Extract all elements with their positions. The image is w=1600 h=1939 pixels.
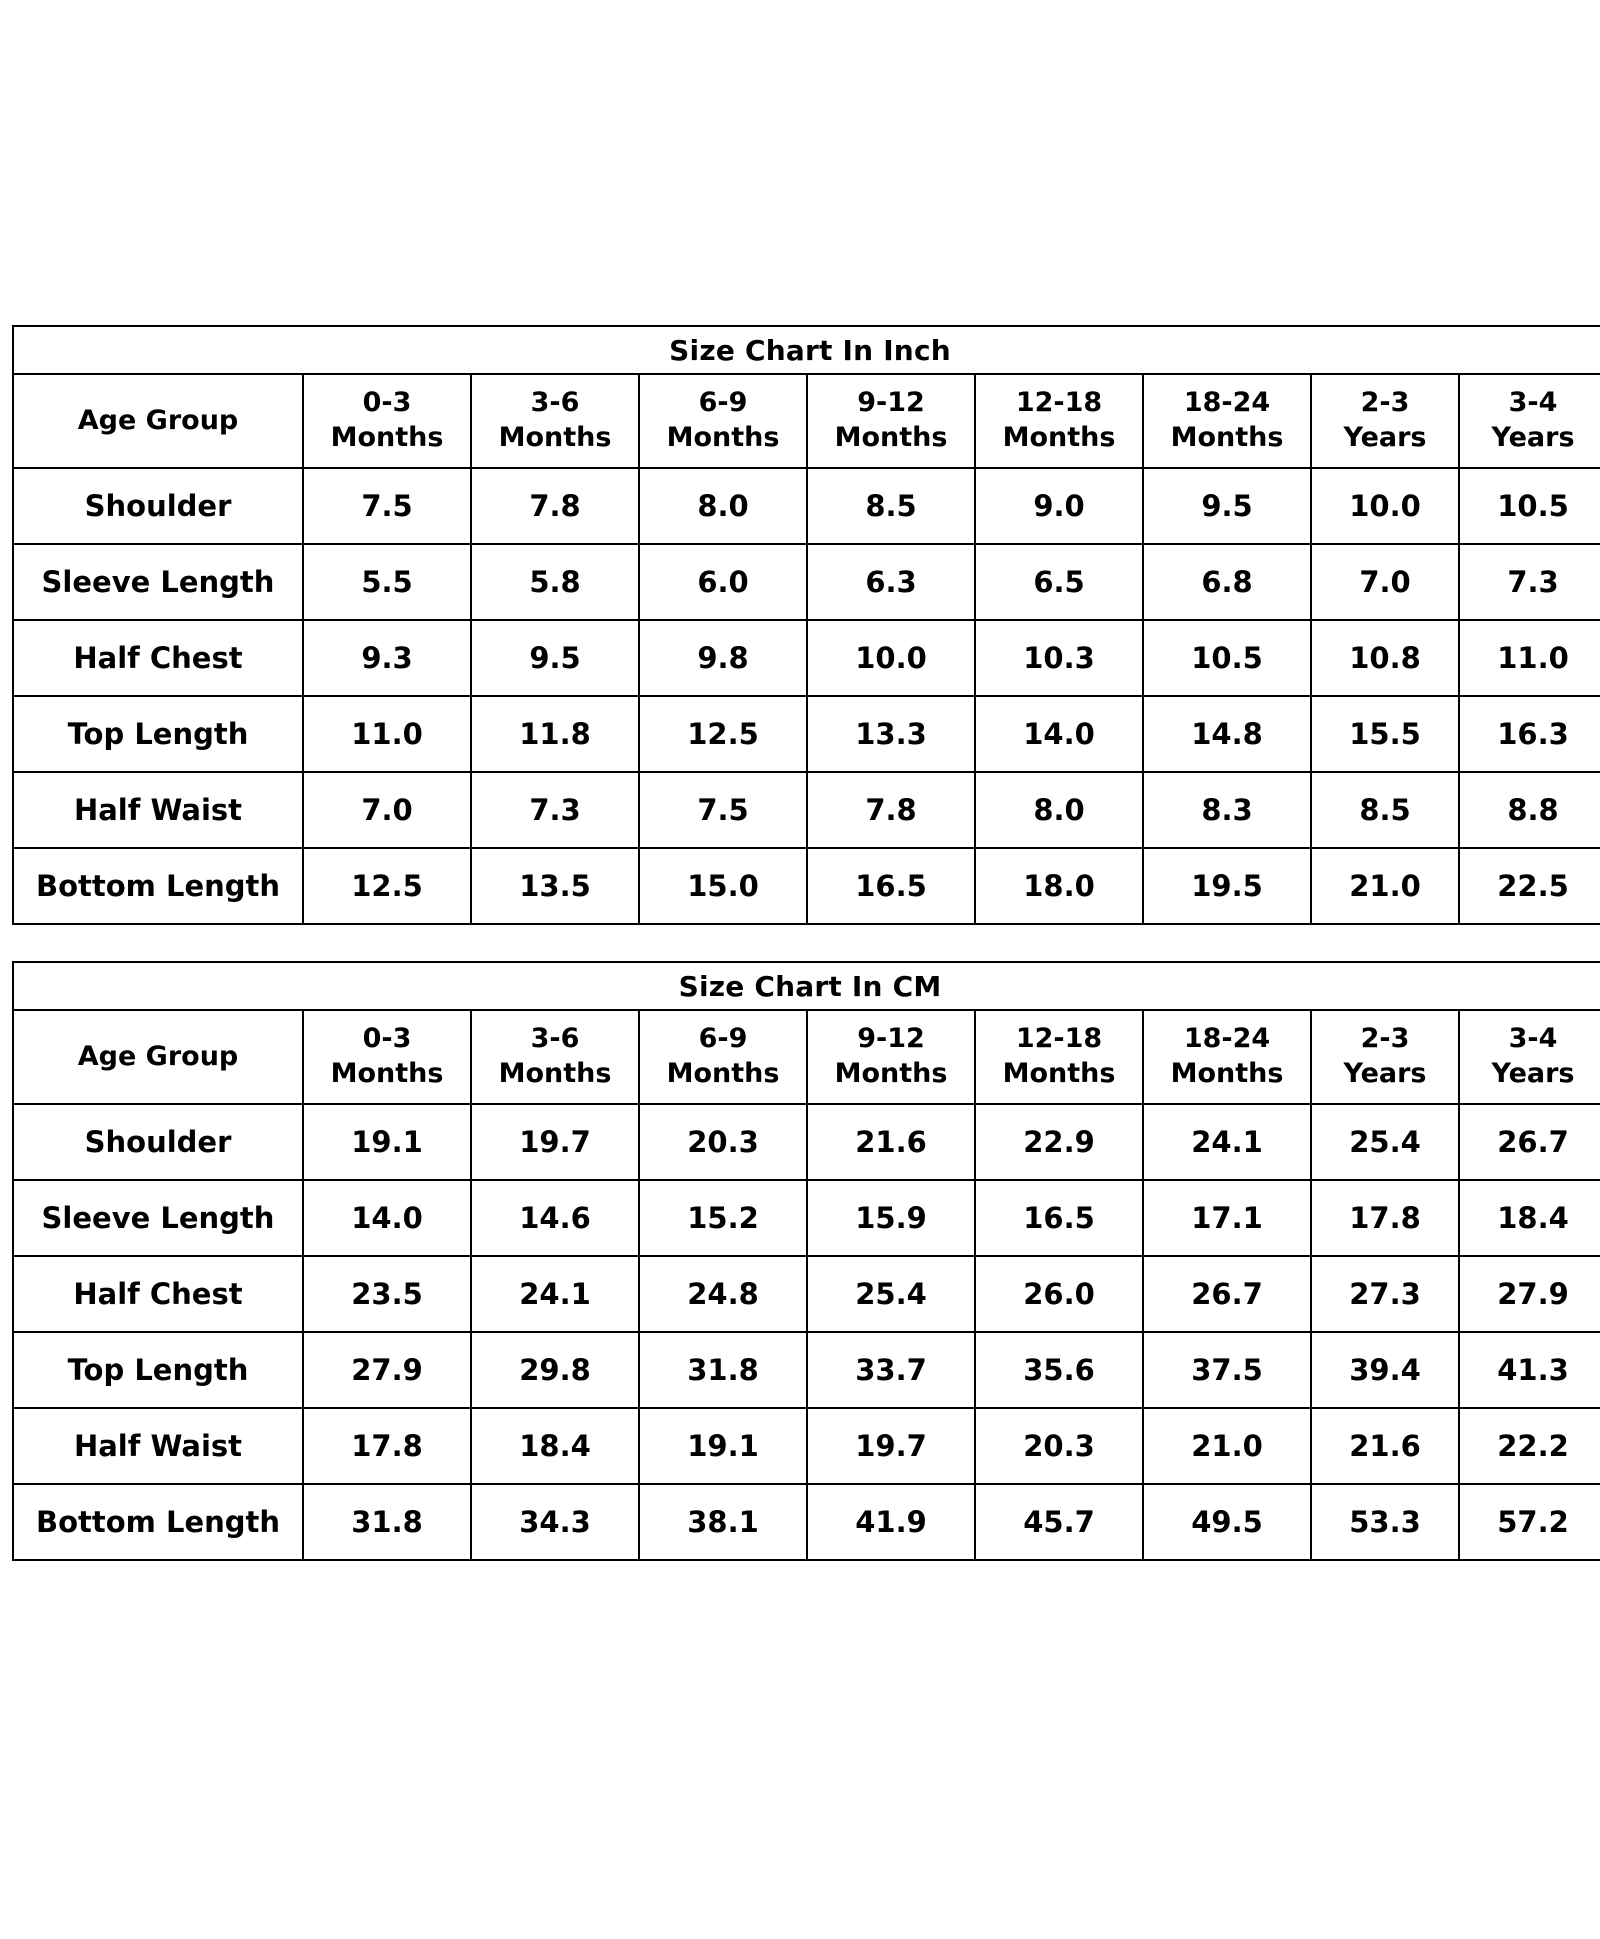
cell-cm-halfwaist-3: 19.7 [807, 1408, 975, 1484]
cell-inch-bottomlength-0: 12.5 [303, 848, 471, 924]
header-col-6-line2: Years [1343, 422, 1427, 453]
header-col-1 [471, 1010, 639, 1104]
header-age-group: Age Group [13, 1010, 303, 1104]
cell-cm-toplength-0: 27.9 [303, 1332, 471, 1408]
cell-cm-halfchest-2: 24.8 [639, 1256, 807, 1332]
header-col-7 [1459, 374, 1600, 468]
header-age-group: Age Group [13, 374, 303, 468]
row-label-half-waist: Half Waist [13, 772, 303, 848]
row-label-bottom-length: Bottom Length [13, 848, 303, 924]
header-col-3-line1: 9-12 [857, 387, 925, 419]
header-col-2 [639, 1010, 807, 1104]
header-col-5-line1: 18-24 [1183, 1023, 1271, 1055]
cell-cm-halfchest-6: 27.3 [1311, 1256, 1459, 1332]
spacer-cell [12, 925, 302, 961]
cell-inch-sleeve-1: 5.8 [471, 544, 639, 620]
charts-gap [12, 925, 1600, 961]
cell-inch-shoulder-6: 10.0 [1311, 468, 1459, 544]
header-col-4 [975, 374, 1143, 468]
spacer-cell [1142, 925, 1310, 961]
row-label-top-length: Top Length [13, 1332, 303, 1408]
cell-cm-shoulder-4: 22.9 [975, 1104, 1143, 1180]
header-col-2 [639, 374, 807, 468]
cell-cm-halfchest-4: 26.0 [975, 1256, 1143, 1332]
header-col-5 [1143, 1010, 1311, 1104]
cell-cm-halfwaist-7: 22.2 [1459, 1408, 1600, 1484]
table-row [13, 1484, 1600, 1560]
cell-inch-bottomlength-5: 19.5 [1143, 848, 1311, 924]
header-col-1-line1: 3-6 [530, 387, 580, 419]
header-col-3-line1: 9-12 [857, 1023, 925, 1055]
chart-title: Size Chart In Inch [13, 326, 1600, 374]
header-col-5-line2: Months [1170, 422, 1284, 453]
cell-inch-toplength-1: 11.8 [471, 696, 639, 772]
cell-inch-sleeve-2: 6.0 [639, 544, 807, 620]
cell-cm-shoulder-2: 20.3 [639, 1104, 807, 1180]
cell-cm-halfwaist-4: 20.3 [975, 1408, 1143, 1484]
cell-inch-shoulder-3: 8.5 [807, 468, 975, 544]
cell-cm-bottomlength-7: 57.2 [1459, 1484, 1600, 1560]
cell-cm-sleeve-3: 15.9 [807, 1180, 975, 1256]
cell-inch-shoulder-4: 9.0 [975, 468, 1143, 544]
cell-cm-toplength-5: 37.5 [1143, 1332, 1311, 1408]
cell-inch-toplength-5: 14.8 [1143, 696, 1311, 772]
header-col-4-line1: 12-18 [1015, 1023, 1103, 1055]
spacer-row [12, 925, 1600, 961]
header-col-0 [303, 1010, 471, 1104]
header-col-6-line2: Years [1343, 1058, 1427, 1089]
cell-cm-shoulder-1: 19.7 [471, 1104, 639, 1180]
cell-cm-sleeve-2: 15.2 [639, 1180, 807, 1256]
row-label-half-chest: Half Chest [13, 1256, 303, 1332]
table-row [13, 620, 1600, 696]
header-col-2-line2: Months [666, 1058, 780, 1089]
size-chart-cm [12, 961, 1600, 1561]
cell-cm-bottomlength-3: 41.9 [807, 1484, 975, 1560]
cell-inch-halfwaist-5: 8.3 [1143, 772, 1311, 848]
row-label-bottom-length: Bottom Length [13, 1484, 303, 1560]
chart-header-row [13, 1010, 1600, 1104]
cell-inch-halfchest-5: 10.5 [1143, 620, 1311, 696]
chart-title-row [13, 326, 1600, 374]
cell-inch-bottomlength-6: 21.0 [1311, 848, 1459, 924]
table-row [13, 1256, 1600, 1332]
cell-inch-halfchest-0: 9.3 [303, 620, 471, 696]
cell-inch-sleeve-4: 6.5 [975, 544, 1143, 620]
cell-cm-halfchest-3: 25.4 [807, 1256, 975, 1332]
cell-cm-halfwaist-5: 21.0 [1143, 1408, 1311, 1484]
spacer-cell [470, 925, 638, 961]
cell-inch-bottomlength-1: 13.5 [471, 848, 639, 924]
cell-cm-shoulder-7: 26.7 [1459, 1104, 1600, 1180]
row-label-sleeve-length: Sleeve Length [13, 544, 303, 620]
spacer-cell [302, 925, 470, 961]
cell-cm-bottomlength-0: 31.8 [303, 1484, 471, 1560]
cell-cm-sleeve-7: 18.4 [1459, 1180, 1600, 1256]
header-col-6 [1311, 374, 1459, 468]
cell-cm-halfchest-7: 27.9 [1459, 1256, 1600, 1332]
cell-cm-shoulder-6: 25.4 [1311, 1104, 1459, 1180]
cell-inch-bottomlength-3: 16.5 [807, 848, 975, 924]
table-row [13, 1104, 1600, 1180]
size-chart-inch [12, 325, 1600, 925]
header-col-0-line1: 0-3 [362, 387, 412, 419]
cell-cm-bottomlength-1: 34.3 [471, 1484, 639, 1560]
table-row [13, 696, 1600, 772]
cell-inch-toplength-2: 12.5 [639, 696, 807, 772]
table-row [13, 1180, 1600, 1256]
row-label-shoulder: Shoulder [13, 1104, 303, 1180]
cell-cm-halfwaist-0: 17.8 [303, 1408, 471, 1484]
header-col-4-line1: 12-18 [1015, 387, 1103, 419]
cell-cm-shoulder-3: 21.6 [807, 1104, 975, 1180]
cell-inch-toplength-3: 13.3 [807, 696, 975, 772]
spacer-cell [1310, 925, 1458, 961]
cell-cm-toplength-2: 31.8 [639, 1332, 807, 1408]
cell-cm-toplength-1: 29.8 [471, 1332, 639, 1408]
header-col-7-line1: 3-4 [1508, 1023, 1558, 1055]
row-label-half-waist: Half Waist [13, 1408, 303, 1484]
cell-inch-halfwaist-2: 7.5 [639, 772, 807, 848]
cell-cm-sleeve-0: 14.0 [303, 1180, 471, 1256]
cell-inch-halfwaist-0: 7.0 [303, 772, 471, 848]
cell-inch-toplength-0: 11.0 [303, 696, 471, 772]
cell-cm-halfchest-5: 26.7 [1143, 1256, 1311, 1332]
cell-cm-sleeve-6: 17.8 [1311, 1180, 1459, 1256]
cell-inch-halfwaist-3: 7.8 [807, 772, 975, 848]
cell-inch-sleeve-0: 5.5 [303, 544, 471, 620]
cell-inch-bottomlength-7: 22.5 [1459, 848, 1600, 924]
header-col-0-line2: Months [330, 1058, 444, 1089]
chart-title: Size Chart In CM [13, 962, 1600, 1010]
cell-cm-halfwaist-1: 18.4 [471, 1408, 639, 1484]
header-col-5-line1: 18-24 [1183, 387, 1271, 419]
row-label-sleeve-length: Sleeve Length [13, 1180, 303, 1256]
header-col-1 [471, 374, 639, 468]
cell-cm-bottomlength-6: 53.3 [1311, 1484, 1459, 1560]
cell-inch-bottomlength-2: 15.0 [639, 848, 807, 924]
header-col-0 [303, 374, 471, 468]
cell-inch-shoulder-7: 10.5 [1459, 468, 1600, 544]
cell-cm-toplength-4: 35.6 [975, 1332, 1143, 1408]
spacer-cell [638, 925, 806, 961]
spacer-cell [806, 925, 974, 961]
cell-cm-bottomlength-4: 45.7 [975, 1484, 1143, 1560]
cell-cm-bottomlength-2: 38.1 [639, 1484, 807, 1560]
cell-inch-sleeve-7: 7.3 [1459, 544, 1600, 620]
cell-inch-shoulder-2: 8.0 [639, 468, 807, 544]
cell-inch-halfwaist-1: 7.3 [471, 772, 639, 848]
table-row [13, 848, 1600, 924]
spacer-cell [974, 925, 1142, 961]
cell-inch-halfchest-1: 9.5 [471, 620, 639, 696]
header-col-1-line2: Months [498, 1058, 612, 1089]
table-row [13, 544, 1600, 620]
cell-cm-halfchest-1: 24.1 [471, 1256, 639, 1332]
cell-inch-sleeve-3: 6.3 [807, 544, 975, 620]
header-col-1-line2: Months [498, 422, 612, 453]
cell-inch-toplength-7: 16.3 [1459, 696, 1600, 772]
header-col-6-line1: 2-3 [1360, 1023, 1410, 1055]
header-col-7-line1: 3-4 [1508, 387, 1558, 419]
header-col-2-line1: 6-9 [698, 1023, 748, 1055]
header-col-3 [807, 1010, 975, 1104]
header-col-3 [807, 374, 975, 468]
header-col-3-line2: Months [834, 1058, 948, 1089]
table-row [13, 468, 1600, 544]
size-charts-container [12, 325, 1600, 1561]
cell-inch-halfwaist-4: 8.0 [975, 772, 1143, 848]
row-label-shoulder: Shoulder [13, 468, 303, 544]
header-col-3-line2: Months [834, 422, 948, 453]
cell-inch-bottomlength-4: 18.0 [975, 848, 1143, 924]
header-col-4 [975, 1010, 1143, 1104]
cell-cm-shoulder-5: 24.1 [1143, 1104, 1311, 1180]
header-col-6-line1: 2-3 [1360, 387, 1410, 419]
table-row [13, 772, 1600, 848]
cell-cm-toplength-3: 33.7 [807, 1332, 975, 1408]
row-label-half-chest: Half Chest [13, 620, 303, 696]
cell-inch-toplength-4: 14.0 [975, 696, 1143, 772]
cell-inch-sleeve-5: 6.8 [1143, 544, 1311, 620]
cell-inch-shoulder-1: 7.8 [471, 468, 639, 544]
table-row [13, 1408, 1600, 1484]
cell-cm-halfchest-0: 23.5 [303, 1256, 471, 1332]
cell-inch-shoulder-5: 9.5 [1143, 468, 1311, 544]
cell-cm-halfwaist-6: 21.6 [1311, 1408, 1459, 1484]
cell-inch-halfchest-3: 10.0 [807, 620, 975, 696]
cell-cm-toplength-6: 39.4 [1311, 1332, 1459, 1408]
header-col-6 [1311, 1010, 1459, 1104]
header-col-7-line2: Years [1491, 422, 1575, 453]
header-col-2-line2: Months [666, 422, 780, 453]
cell-inch-halfwaist-7: 8.8 [1459, 772, 1600, 848]
spacer-cell [1458, 925, 1600, 961]
cell-cm-halfwaist-2: 19.1 [639, 1408, 807, 1484]
header-col-5 [1143, 374, 1311, 468]
header-col-0-line1: 0-3 [362, 1023, 412, 1055]
cell-cm-bottomlength-5: 49.5 [1143, 1484, 1311, 1560]
chart-header-row [13, 374, 1600, 468]
table-row [13, 1332, 1600, 1408]
header-col-0-line2: Months [330, 422, 444, 453]
header-col-4-line2: Months [1002, 1058, 1116, 1089]
chart-title-row [13, 962, 1600, 1010]
row-label-top-length: Top Length [13, 696, 303, 772]
header-col-4-line2: Months [1002, 422, 1116, 453]
header-col-7 [1459, 1010, 1600, 1104]
cell-inch-halfchest-6: 10.8 [1311, 620, 1459, 696]
cell-cm-shoulder-0: 19.1 [303, 1104, 471, 1180]
cell-inch-sleeve-6: 7.0 [1311, 544, 1459, 620]
cell-inch-toplength-6: 15.5 [1311, 696, 1459, 772]
header-col-7-line2: Years [1491, 1058, 1575, 1089]
cell-cm-sleeve-4: 16.5 [975, 1180, 1143, 1256]
cell-inch-shoulder-0: 7.5 [303, 468, 471, 544]
header-col-5-line2: Months [1170, 1058, 1284, 1089]
cell-cm-toplength-7: 41.3 [1459, 1332, 1600, 1408]
cell-inch-halfchest-4: 10.3 [975, 620, 1143, 696]
cell-inch-halfwaist-6: 8.5 [1311, 772, 1459, 848]
cell-cm-sleeve-1: 14.6 [471, 1180, 639, 1256]
cell-inch-halfchest-2: 9.8 [639, 620, 807, 696]
cell-inch-halfchest-7: 11.0 [1459, 620, 1600, 696]
header-col-2-line1: 6-9 [698, 387, 748, 419]
header-col-1-line1: 3-6 [530, 1023, 580, 1055]
cell-cm-sleeve-5: 17.1 [1143, 1180, 1311, 1256]
